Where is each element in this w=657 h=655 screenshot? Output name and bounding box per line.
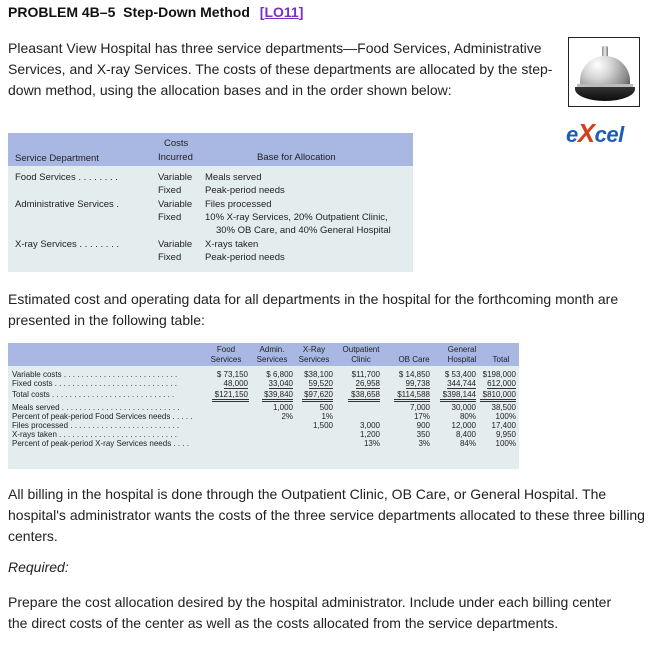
header-base: Base for Allocation [257, 152, 336, 163]
cell: 500 [319, 403, 333, 412]
col-outpatient-clinic: Outpatient Clinic [342, 345, 380, 364]
col-total: Total [492, 355, 510, 364]
problem-label: PROBLEM 4B–5 [8, 4, 116, 20]
cell: $38,100 [304, 370, 333, 379]
excel-icon[interactable]: eXcel [566, 118, 624, 148]
row-label-xrays-taken: X-rays taken . . . . . . . . . . . . . . . . . . . . . . . . . . . [12, 430, 177, 439]
cell: 30,000 [451, 403, 476, 412]
col-food-services: Food Services [210, 345, 242, 364]
cell: 3,000 [359, 421, 380, 430]
cell: $38,658 [351, 390, 380, 399]
cell: 99,738 [405, 379, 430, 388]
cell: $198,000 [482, 370, 516, 379]
second-paragraph: Estimated cost and operating data for all departments in the hospital for the forthcoming month are presented in the following table: [8, 291, 619, 328]
cell: 17,400 [491, 421, 516, 430]
cell: 26,958 [355, 379, 380, 388]
required-label: Required: [8, 559, 69, 575]
cell: 1,200 [359, 430, 380, 439]
col-admin-services: Admin. Services [256, 345, 288, 364]
cell: 344,744 [447, 379, 476, 388]
cost-data-table [8, 343, 519, 469]
problem-name: Step-Down Method [123, 4, 250, 20]
col-ob-care: OB Care [398, 355, 430, 364]
learning-objective-link[interactable]: LO11 [264, 4, 299, 20]
cell: 2% [281, 412, 293, 421]
row-label-fixed-costs: Fixed costs . . . . . . . . . . . . . . . . . . . . . . . . . . . . [12, 379, 177, 388]
cell: 1% [321, 412, 333, 421]
row-label-pct-food-needs: Percent of peak-period Food Services needs . . . . . [12, 412, 193, 421]
cell: $ 14,850 [398, 370, 430, 379]
cell: 33,040 [268, 379, 293, 388]
cell: 12,000 [451, 421, 476, 430]
lo-bracket-close: ] [298, 4, 304, 20]
cell: 3% [418, 439, 430, 448]
intro-paragraph: Pleasant View Hospital has three service departments—Food Services, Administrative Services, and X-ray Services. The costs of these departments are allocated by the step-down method, using the allocation bases and in the order shown below: [8, 40, 553, 98]
row-label-pct-xray-needs: Percent of peak-period X-ray Services needs . . . . [12, 439, 189, 448]
header-costs: Costs [164, 138, 189, 149]
cell: 100% [495, 439, 516, 448]
cell: $398,144 [442, 390, 476, 399]
cell: 38,500 [491, 403, 516, 412]
header-incurred: Incurred [158, 152, 193, 163]
header-service-department: Service Department [15, 153, 99, 164]
cell: 80% [459, 412, 476, 421]
cell: 350 [416, 430, 430, 439]
cell: $39,840 [264, 390, 293, 399]
cell: $121,150 [214, 390, 248, 399]
col-general-hospital: General Hospital [447, 345, 477, 364]
problem-title [8, 4, 303, 20]
cell: $114,588 [397, 390, 430, 399]
cell: 59,520 [308, 379, 333, 388]
cell: 48,000 [223, 379, 248, 388]
cell: 900 [416, 421, 430, 430]
cell: 13% [363, 439, 380, 448]
lo-bracket-open: [ [259, 4, 265, 20]
cell: 100% [495, 412, 516, 421]
cell: $97,620 [304, 390, 333, 399]
service-bell-icon [568, 37, 640, 107]
row-label-files-processed: Files processed . . . . . . . . . . . . . . . . . . . . . . . . . [12, 421, 180, 430]
required-text: Prepare the cost allocation desired by the hospital administrator. Include under each billing center the direct costs of the center as well as the costs allocated from the service departments. [8, 594, 612, 631]
cell: 1,000 [272, 403, 293, 412]
third-paragraph: All billing in the hospital is done through the Outpatient Clinic, OB Care, or General Hospital. The hospital's administrator wants the costs of the three service departments allocated to these three billing centers. [8, 486, 645, 544]
cell: $ 53,400 [444, 370, 476, 379]
allocation-base-table: Service Department Costs Incurred Base for Allocation Food Services . . . . . . . . Variable Meals served Fixed Peak-period needs Administrative Services . Variable Files processed Fixed 10% X-ray Services, 20% Outpatient Clinic, 30% OB Care, and 40% General Hospital X-ray Services . . . . . . . . Variable X-rays taken Fixed Peak-period needs [8, 133, 413, 272]
cell: 9,950 [495, 430, 516, 439]
row-label-variable-costs: Variable costs . . . . . . . . . . . . . . . . . . . . . . . . . . [12, 370, 178, 379]
cell: $ 6,800 [266, 370, 293, 379]
row-label-total-costs: Total costs . . . . . . . . . . . . . . . . . . . . . . . . . . . . [12, 390, 175, 399]
col-xray-services: X-Ray Services [298, 345, 330, 364]
cell: 17% [413, 412, 430, 421]
cell: 8,400 [455, 430, 476, 439]
cell: $11,700 [351, 370, 380, 379]
cell: 7,000 [409, 403, 430, 412]
cell: $ 73,150 [216, 370, 248, 379]
cell: 1,500 [312, 421, 333, 430]
cell: $810,000 [482, 390, 516, 399]
row-label-meals-served: Meals served . . . . . . . . . . . . . . . . . . . . . . . . . . . [12, 403, 180, 412]
cell: 84% [459, 439, 476, 448]
cell: 612,000 [487, 379, 516, 388]
